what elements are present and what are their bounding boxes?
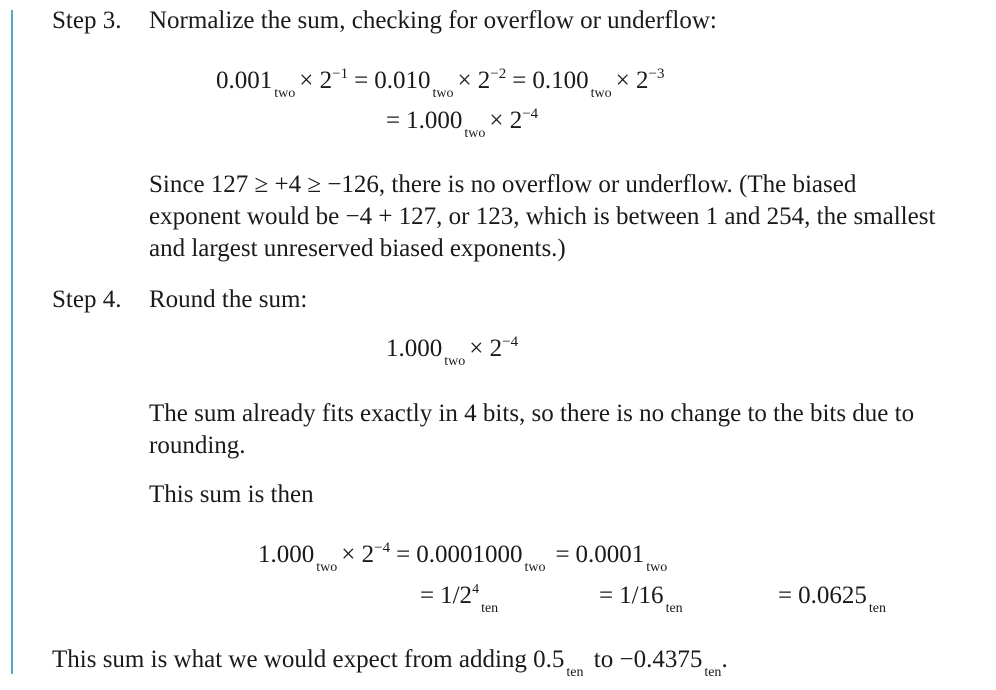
step4-paragraph-1: The sum already fits exactly in 4 bits, so there is no change to the bits due to rounding.: [149, 400, 915, 459]
eq-equals: =: [555, 541, 570, 568]
eq-subscript: ten: [665, 601, 683, 616]
final-equation-row-2a: [420, 582, 502, 616]
eq-equals: =: [420, 582, 435, 609]
eq-exponent: −3: [648, 66, 665, 82]
step4-title: Round the sum:: [149, 286, 308, 313]
final-equation-row-2b: [599, 582, 687, 616]
eq-exponent: 4: [472, 582, 480, 597]
step4-equation: [386, 334, 519, 369]
step4-label: Step 4.: [52, 286, 122, 313]
conclusion-text: This sum is what we would expect from adding 0.5: [52, 646, 565, 673]
step3-paragraph: Since 127 ≥ +4 ≥ −126, there is no overflow or underflow. (The biased exponent would be −4 + 127, or 123, which is between 1 and 254, the smallest and largest unreserved biased exponents.): [149, 171, 936, 262]
eq-subscript: two: [316, 560, 338, 575]
eq-term: 0.0001000: [416, 541, 523, 568]
eq-exponent: −4: [374, 540, 391, 556]
eq-term: 0.0625: [798, 582, 867, 609]
eq-times: × 2: [489, 107, 523, 134]
step3-equation-2: [386, 106, 539, 141]
eq-equals: =: [599, 582, 614, 609]
eq-exponent: −4: [502, 334, 519, 350]
eq-subscript: two: [274, 86, 296, 101]
eq-exponent: −2: [490, 66, 507, 82]
step4-paragraph-2: This sum is then: [149, 481, 314, 508]
eq-term: 1/16: [619, 582, 664, 609]
eq-subscript: two: [646, 560, 668, 575]
conclusion-text: to −0.4375: [587, 646, 703, 673]
eq-times: × 2: [299, 67, 333, 94]
eq-times: × 2: [457, 67, 491, 94]
eq-times: × 2: [469, 335, 503, 362]
conclusion-text: .: [721, 646, 728, 673]
eq-equals: =: [778, 582, 793, 609]
eq-subscript: two: [590, 86, 612, 101]
eq-exponent: −4: [522, 106, 539, 122]
eq-equals: =: [354, 67, 369, 94]
margin-rule: [11, 10, 13, 674]
eq-term: 0.010: [374, 67, 431, 94]
eq-subscript: ten: [868, 601, 886, 616]
eq-term: 1.000: [258, 541, 315, 568]
eq-term: 1.000: [406, 107, 463, 134]
eq-equals: =: [386, 107, 401, 134]
eq-subscript: two: [444, 354, 466, 369]
eq-term: 0.100: [532, 67, 589, 94]
eq-subscript: two: [464, 126, 486, 141]
final-equation-row-1: [258, 540, 671, 575]
eq-term: 0.0001: [575, 541, 645, 568]
conclusion-sentence: [52, 646, 728, 680]
eq-times: × 2: [341, 541, 375, 568]
eq-subscript: ten: [566, 665, 584, 680]
eq-subscript: two: [432, 86, 454, 101]
eq-exponent: −1: [332, 66, 349, 82]
eq-term: 1/2: [440, 582, 473, 609]
eq-term: 0.001: [216, 67, 273, 94]
step3-equation-1: [216, 66, 665, 101]
step3-title: Normalize the sum, checking for overflow or underflow:: [149, 7, 717, 34]
eq-equals: =: [512, 67, 527, 94]
step3-label: Step 3.: [52, 7, 122, 34]
final-equation-row-2c: [778, 582, 890, 616]
eq-subscript: ten: [704, 665, 722, 680]
eq-term: 1.000: [386, 335, 443, 362]
eq-subscript: ten: [481, 601, 499, 616]
eq-times: × 2: [615, 67, 649, 94]
eq-subscript: two: [524, 560, 546, 575]
eq-equals: =: [396, 541, 411, 568]
